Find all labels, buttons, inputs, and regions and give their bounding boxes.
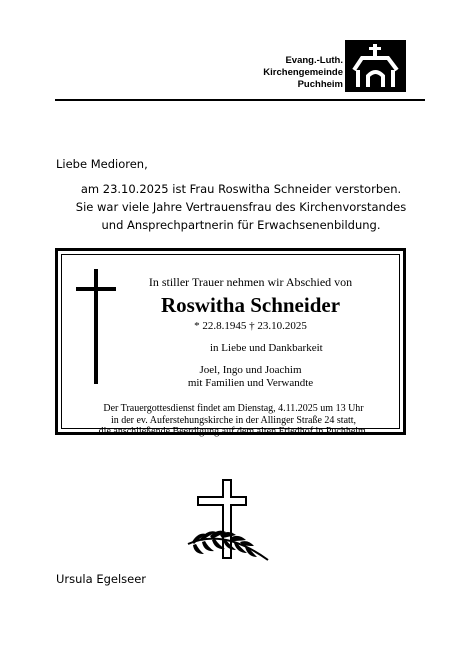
signature-name: Ursula Egelseer (56, 572, 147, 586)
church-logo-icon (345, 40, 406, 92)
notice-heading: In stiller Trauer nehmen wir Abschied von (148, 275, 353, 289)
funeral-line: in der ev. Auferstehungskirche in der Allinger Straße 24 statt, (110, 414, 357, 426)
love-line: in Liebe und Dankbarkeit (210, 342, 323, 354)
family-names (98, 364, 403, 390)
greeting: Liebe Medioren, (56, 157, 148, 171)
obituary-notice (55, 248, 406, 435)
parish-name-line2: Kirchengemeinde (263, 67, 343, 78)
intro-paragraph (56, 180, 426, 234)
parish-name (263, 55, 343, 91)
intro-line: und Ansprechpartnerin für Erwachsenenbildung. (101, 218, 381, 232)
family-line: mit Familien und Verwandte (187, 377, 314, 389)
funeral-line: Der Trauergottesdienst findet am Dienstag, 4.11.2025 um 13 Uhr (103, 403, 364, 414)
intro-line: am 23.10.2025 ist Frau Roswitha Schneider verstorben. (80, 182, 402, 196)
cross-with-palm-branch-icon (184, 478, 272, 570)
header-divider (55, 99, 425, 101)
intro-line: Sie war viele Jahre Vertrauensfrau des Kirchenvorstandes (75, 200, 407, 214)
parish-name-line1: Evang.-Luth. (285, 55, 343, 66)
funeral-details (76, 403, 391, 438)
parish-name-line3: Puchheim (297, 79, 343, 90)
family-line: Joel, Ingo und Joachim (199, 364, 302, 376)
life-dates: * 22.8.1945 † 23.10.2025 (194, 320, 307, 332)
deceased-name: Roswitha Schneider (160, 293, 341, 317)
funeral-line: die anschließende Beerdigung auf dem alten Friedhof in Puchheim. (98, 426, 369, 437)
